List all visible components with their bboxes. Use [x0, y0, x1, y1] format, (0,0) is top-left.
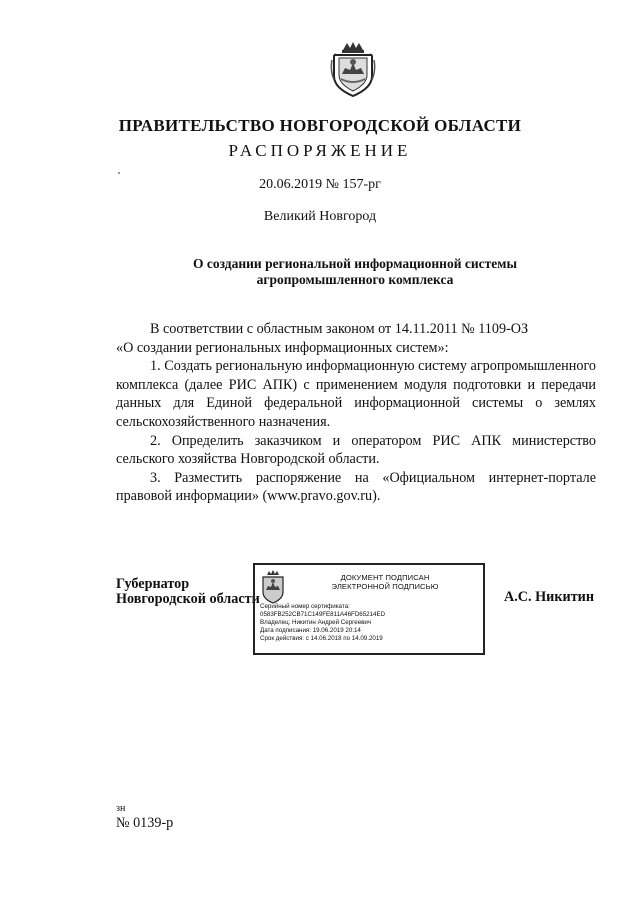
signature-certificate-info	[260, 603, 482, 643]
signature-emblem-icon	[260, 570, 286, 604]
signer-name: А.С. Никитин	[504, 589, 595, 605]
footer-registration-number: № 0139-р	[116, 815, 174, 831]
organization-title: ПРАВИТЕЛЬСТВО НОВГОРОДСКОЙ ОБЛАСТИ	[118, 116, 522, 135]
subject-line-1: О создании региональной информационной системы	[193, 256, 517, 271]
serial-label: Серийный номер сертификата:	[260, 603, 350, 610]
serial-number: 0583FB252CB71C149FE811A46FD65214ED	[260, 611, 386, 619]
signer-title	[116, 577, 260, 607]
date-and-number: 20.06.2019 № 157-рг	[259, 177, 381, 192]
city-name: Великий Новгород	[263, 209, 377, 224]
coat-of-arms-icon	[330, 40, 376, 98]
stamp-heading-line-2: ЭЛЕКТРОННОЙ ПОДПИСЬЮ	[331, 582, 439, 591]
footer-code: зн	[116, 803, 126, 814]
clause-3: 3. Разместить распоряжение на «Официальном интернет-портале правовой информации» (www.pravo.gov.ru).	[116, 469, 596, 505]
scan-dot	[118, 172, 120, 174]
electronic-signature-stamp	[253, 563, 485, 655]
document-type: РАСПОРЯЖЕНИЕ	[228, 141, 412, 160]
preamble-paragraph: В соответствии с областным законом от 14.11.2011 № 1109-ОЗ	[150, 321, 529, 337]
signing-date: Дата подписания: 19.06.2019 20:14	[260, 627, 361, 635]
clause-1: 1. Создать региональную информационную систему агропромышленного комплекса (далее РИС АПК) с применением модуля подготовки и передачи данных для Единой федеральной информационной системы о землях сельскохозяйственного назначения.	[116, 358, 596, 430]
signature-stamp-heading	[295, 573, 475, 591]
stamp-heading-line-1: ДОКУМЕНТ ПОДПИСАН	[340, 573, 430, 582]
document-subject	[150, 256, 560, 288]
validity-period: Срок действия: с 14.06.2018 по 14.09.2019	[260, 635, 383, 643]
clause-2: 2. Определить заказчиком и оператором РИС АПК министерство сельского хозяйства Новгородской области.	[116, 432, 596, 468]
signer-title-line-1: Губернатор	[116, 576, 190, 592]
preamble-continuation: «О создании региональных информационных систем»:	[116, 339, 449, 356]
subject-line-2: агропромышленного комплекса	[256, 272, 454, 287]
signer-title-line-2: Новгородской области	[116, 591, 260, 607]
certificate-owner: Владелец: Никитин Андрей Сергеевич	[260, 619, 372, 627]
document-body	[116, 320, 596, 506]
